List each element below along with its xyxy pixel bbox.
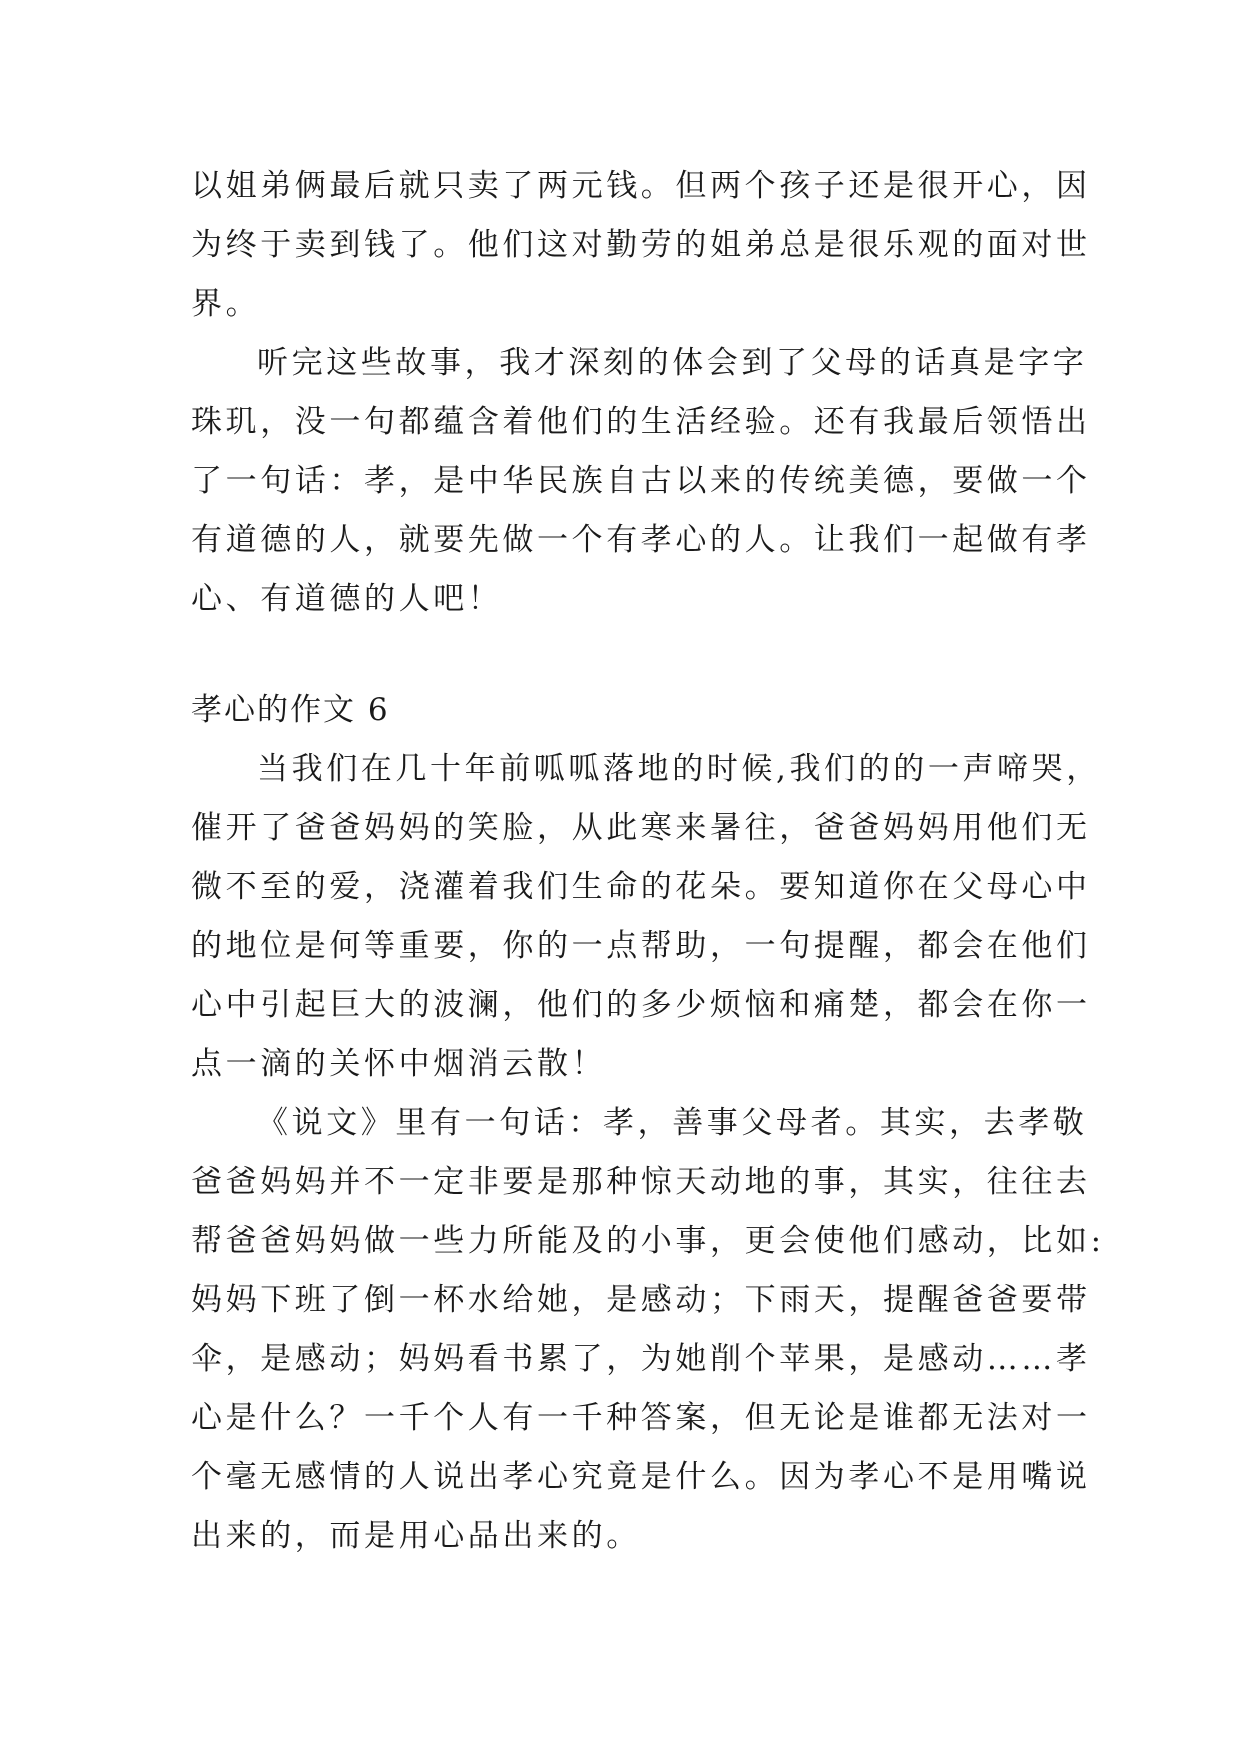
paragraph-line: 听完这些故事，我才深刻的体会到了父母的话真是字字 — [257, 345, 1088, 381]
paragraph-line: 当我们在几十年前呱呱落地的时候,我们的的一声啼哭， — [257, 751, 1101, 787]
paragraph-line: 界。 — [191, 286, 261, 322]
paragraph-line: 以姐弟俩最后就只卖了两元钱。但两个孩子还是很开心，因 — [191, 168, 1091, 204]
section-heading: 孝心的作文 6 — [191, 692, 390, 728]
paragraph-line: 爸爸妈妈并不一定非要是那种惊天动地的事，其实，往往去 — [191, 1164, 1091, 1200]
paragraph-line: 妈妈下班了倒一杯水给她，是感动；下雨天，提醒爸爸要带 — [191, 1282, 1091, 1318]
paragraph-line: 心、有道德的人吧！ — [191, 581, 503, 617]
paragraph-line: 的地位是何等重要，你的一点帮助，一句提醒，都会在他们 — [191, 928, 1091, 964]
paragraph-line: 《说文》里有一句话：孝，善事父母者。其实，去孝敬 — [257, 1105, 1088, 1141]
paragraph-line: 了一句话：孝，是中华民族自古以来的传统美德，要做一个 — [191, 463, 1091, 499]
paragraph-line: 为终于卖到钱了。他们这对勤劳的姐弟总是很乐观的面对世 — [191, 227, 1091, 263]
paragraph-line: 点一滴的关怀中烟消云散！ — [191, 1046, 607, 1082]
paragraph-line: 微不至的爱，浇灌着我们生命的花朵。要知道你在父母心中 — [191, 869, 1091, 905]
paragraph-line: 催开了爸爸妈妈的笑脸，从此寒来暑往，爸爸妈妈用他们无 — [191, 810, 1091, 846]
paragraph-line: 心是什么？一千个人有一千种答案，但无论是谁都无法对一 — [191, 1400, 1091, 1436]
paragraph-line: 伞，是感动；妈妈看书累了，为她削个苹果，是感动……孝 — [191, 1341, 1091, 1377]
paragraph-line: 出来的，而是用心品出来的。 — [191, 1518, 641, 1554]
paragraph-line: 珠玑，没一句都蕴含着他们的生活经验。还有我最后领悟出 — [191, 404, 1091, 440]
paragraph-line: 帮爸爸妈妈做一些力所能及的小事，更会使他们感动，比如: — [191, 1223, 1105, 1259]
paragraph-line: 个毫无感情的人说出孝心究竟是什么。因为孝心不是用嘴说 — [191, 1459, 1091, 1495]
paragraph-line: 有道德的人，就要先做一个有孝心的人。让我们一起做有孝 — [191, 522, 1091, 558]
paragraph-line: 心中引起巨大的波澜，他们的多少烦恼和痛楚，都会在你一 — [191, 987, 1091, 1023]
